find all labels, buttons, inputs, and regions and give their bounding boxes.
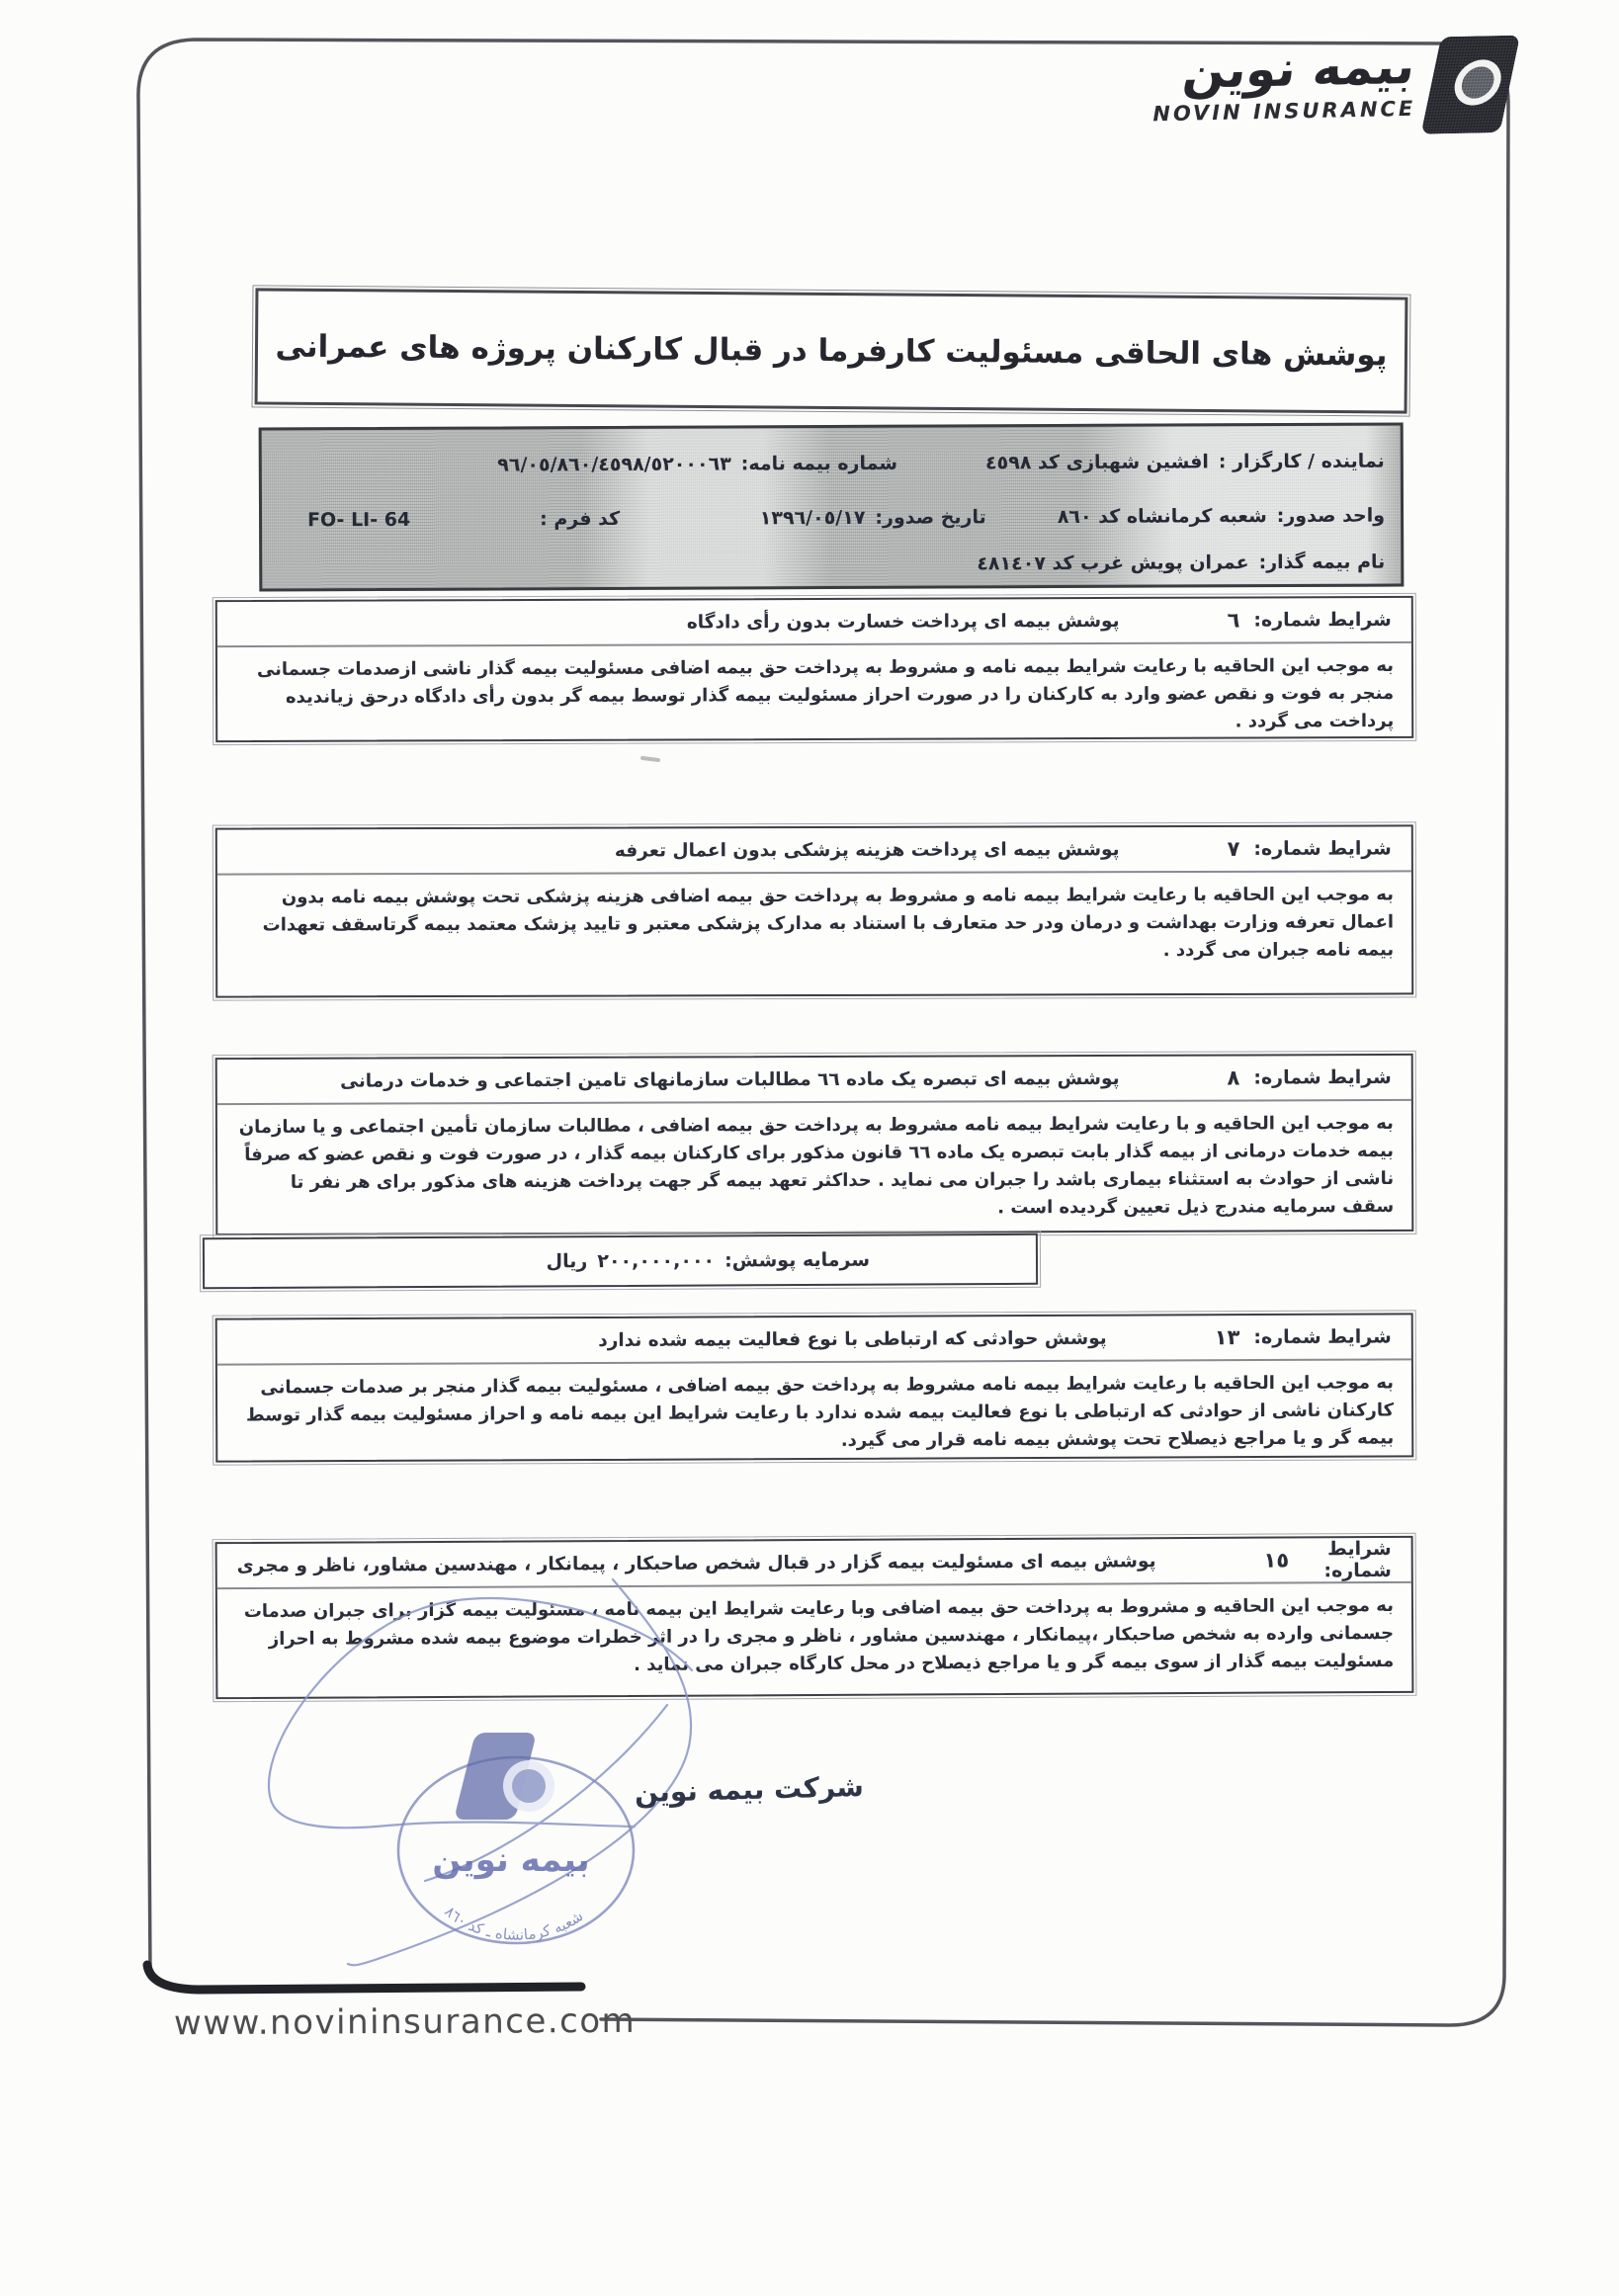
- issue-date-value: ١٣٩٦/٠٥/١٧: [759, 506, 866, 530]
- condition-7-number: ٧: [1227, 836, 1240, 861]
- policy-number-field: [278, 453, 897, 477]
- agent-label: نماینده / کارگزار :: [1218, 450, 1385, 473]
- policy-info-box: [259, 422, 1405, 591]
- issue-date-label: تاریخ صدور:: [875, 506, 986, 529]
- issuing-unit-value: شعبه کرمانشاه کد ٨٦٠: [1057, 505, 1267, 529]
- condition-6-title: پوشش بیمه ای پرداخت خسارت بدون رأی دادگاه: [686, 610, 1120, 633]
- condition-13-title: پوشش حوادثی که ارتباطی با نوع فعالیت بیمه شده ندارد: [598, 1327, 1107, 1351]
- condition-15-title: پوشش بیمه ای مسئولیت بیمه گزار در قبال شخص صاحبکار ، پیمانکار ، مهندسین مشاور، ناظر و مجری: [236, 1550, 1156, 1576]
- condition-13-number: ١٣: [1214, 1325, 1240, 1350]
- issuing-unit-field: [986, 505, 1385, 529]
- condition-6-number: ٦: [1227, 608, 1240, 633]
- insured-name-field: [977, 552, 1385, 575]
- condition-box-8: [215, 1054, 1414, 1235]
- insured-name-label: نام بیمه گذار:: [1258, 551, 1386, 574]
- condition-box-13: [215, 1313, 1414, 1462]
- stamp-circle: [398, 1757, 634, 1943]
- stamp-brand-text: بیمه نوین: [432, 1840, 590, 1880]
- condition-8-number: ٨: [1227, 1065, 1240, 1090]
- form-code-label: کد فرم :: [540, 507, 621, 531]
- condition-6-header: [217, 598, 1411, 647]
- form-code-field: [278, 508, 620, 532]
- policy-number-label: شماره بیمه نامه:: [740, 452, 898, 475]
- issue-date-field: [620, 506, 986, 530]
- stamp-logo-icon: [454, 1733, 537, 1820]
- stamp-logo-dot: [512, 1769, 546, 1803]
- condition-7-body: به موجب این الحاقیه با رعایت شرایط بیمه نامه و مشروط به پرداخت حق بیمه اضافی هزینه پزشکی تحت پوشش بیمه نامه بدون اعمال تعرفه وزارت بهداشت و درمان ودر حد متعارف با استناد به مدارک پزشکی معتبر و تایید پزشک معتمد بیمه گرتاسقف تعهدات بیمه نامه جبران می گردد .: [262, 884, 1395, 961]
- svg-text:شعبه کرمانشاه ـ کد ٨٦٠: [441, 1903, 586, 1944]
- form-code-value: FO- LI- 64: [307, 508, 411, 532]
- condition-13-header: [217, 1315, 1411, 1365]
- condition-box-7: [215, 824, 1413, 997]
- policy-number-value: ٩٦/٠٥/٨٦٠/٤٥٩٨/٥٢٠٠٠٦٣: [497, 453, 731, 476]
- condition-13-body: به موجب این الحاقیه با رعایت شرایط بیمه نامه مشروط به پرداخت حق بیمه اضافی ، مسئولیت بیمه گذار منجر بر صدمات جسمانی کارکنان ناشی از حوادثی که ارتباطی با نوع فعالیت بیمه شده ندارد با رعایت شرایط این بیمه نامه و احراز مسئولیت بیمه گذار توسط بیمه گر و یا مراجع ذیصلاح تحت پوشش بیمه نامه قرار می گیرد.: [245, 1372, 1395, 1451]
- condition-7-label: شرایط شماره:: [1253, 837, 1392, 860]
- logo-brand-en: NOVIN INSURANCE: [1152, 96, 1416, 127]
- coverage-capital-box: [203, 1233, 1038, 1289]
- condition-15-body: به موجب این الحاقیه و مشروط به پرداخت حق بیمه اضافی وبا رعایت شرایط این بیمه نامه ، مسئولیت بیمه گزار برای جبران صدمات جسمانی وارده به شخص صاحبکار ،پیمانکار ، مهندسین مشاور ، ناظر و مجری را در اثر خطرات موضوع بیمه شده مشروط به احراز مسئولیت بیمه گذار از سوی بیمه گر و یا مراجع ذیصلاح در محل کارگاه جبران می نماید .: [243, 1594, 1395, 1675]
- condition-15-label: شرایط شماره:: [1323, 1537, 1392, 1582]
- issuing-unit-label: واحد صدور:: [1276, 504, 1386, 528]
- footer-bar: [147, 1965, 581, 1990]
- scan-smudge: [640, 756, 660, 762]
- condition-box-15: [215, 1536, 1414, 1699]
- condition-8-header: [217, 1056, 1411, 1105]
- coverage-capital-unit: ریال: [546, 1250, 588, 1273]
- condition-box-6: [215, 596, 1413, 742]
- condition-8-body: به موجب این الحاقیه و با رعایت شرایط بیمه نامه مشروط به پرداخت حق بیمه اضافی ، مطالبات سازمان تأمین اجتماعی و یا سازمان بیمه خدمات درمانی از بیمه گذار بابت تبصره یک ماده ٦٦ قانون مذکور برای کارکنان بیمه گذار ، در صورت فوت و نقص عضو که صرفاً ناشی از حوادث به استثناء بیماری باشد را جبران می نماید . حداکثر تعهد بیمه گر جهت پرداخت هزینه های مذکور برای هر نفر تا سقف سرمایه مندرج ذیل تعیین گردیده است .: [238, 1112, 1395, 1219]
- novin-logo: [1114, 36, 1511, 160]
- condition-15-number: ١٥: [1263, 1548, 1290, 1573]
- agent-field: [897, 451, 1385, 474]
- agent-value: افشین شهبازی کد ٤٥٩٨: [984, 451, 1209, 474]
- logo-circle: [1450, 59, 1505, 106]
- info-row-3: [262, 540, 1401, 588]
- title-box: [255, 288, 1408, 413]
- condition-8-label: شرایط شماره:: [1253, 1065, 1392, 1089]
- novin-logo-icon: [1420, 36, 1520, 134]
- company-name-text: شرکت بیمه نوین: [634, 1769, 865, 1810]
- insured-name-value: عمران پویش غرب کد ٤٨١٤٠٧: [977, 552, 1249, 575]
- condition-7-header: [217, 826, 1411, 875]
- logo-text-block: [1151, 38, 1416, 127]
- condition-13-label: شرایط شماره:: [1253, 1325, 1392, 1349]
- condition-6-body: به موجب این الحاقیه با رعایت شرایط بیمه نامه و مشروط به پرداخت حق بیمه اضافی مسئولیت بیمه گذار ناشی ازصدمات جسمانی منجر به فوت و نقص عضو وارد به کارکنان را در صورت احراز مسئولیت بیمه گذار توسط بیمه گر بدون رأی دادگاه درحق زیاندیده پرداخت می گردد .: [256, 654, 1395, 732]
- coverage-capital-amount: ٢٠٠,٠٠٠,٠٠٠: [597, 1249, 716, 1273]
- condition-15-header: [217, 1538, 1411, 1589]
- page-title: پوشش های الحاقی مسئولیت کارفرما در قبال کارکنان پروژه های عمرانی: [275, 328, 1388, 374]
- coverage-capital-label: سرمایه پوشش:: [724, 1248, 871, 1272]
- logo-circle-dot: [1459, 66, 1497, 99]
- condition-7-title: پوشش بیمه ای پرداخت هزینه پزشکی بدون اعمال تعرفه: [614, 838, 1120, 862]
- stamp-branch-text: شعبه کرمانشاه ـ کد ٨٦٠: [441, 1902, 587, 1944]
- condition-6-label: شرایط شماره:: [1253, 608, 1392, 632]
- info-row-1: [262, 425, 1401, 495]
- stamp-logo-circle: [503, 1760, 554, 1812]
- company-stamp: [390, 1725, 645, 1957]
- info-row-2: [262, 490, 1401, 545]
- logo-brand-fa: بیمه نوین: [1179, 37, 1418, 100]
- footer-website: www.novininsurance.com: [173, 2000, 637, 2044]
- condition-8-title: پوشش بیمه ای تبصره یک ماده ٦٦ مطالبات سازمانهای تامین اجتماعی و خدمات درمانی: [340, 1067, 1120, 1092]
